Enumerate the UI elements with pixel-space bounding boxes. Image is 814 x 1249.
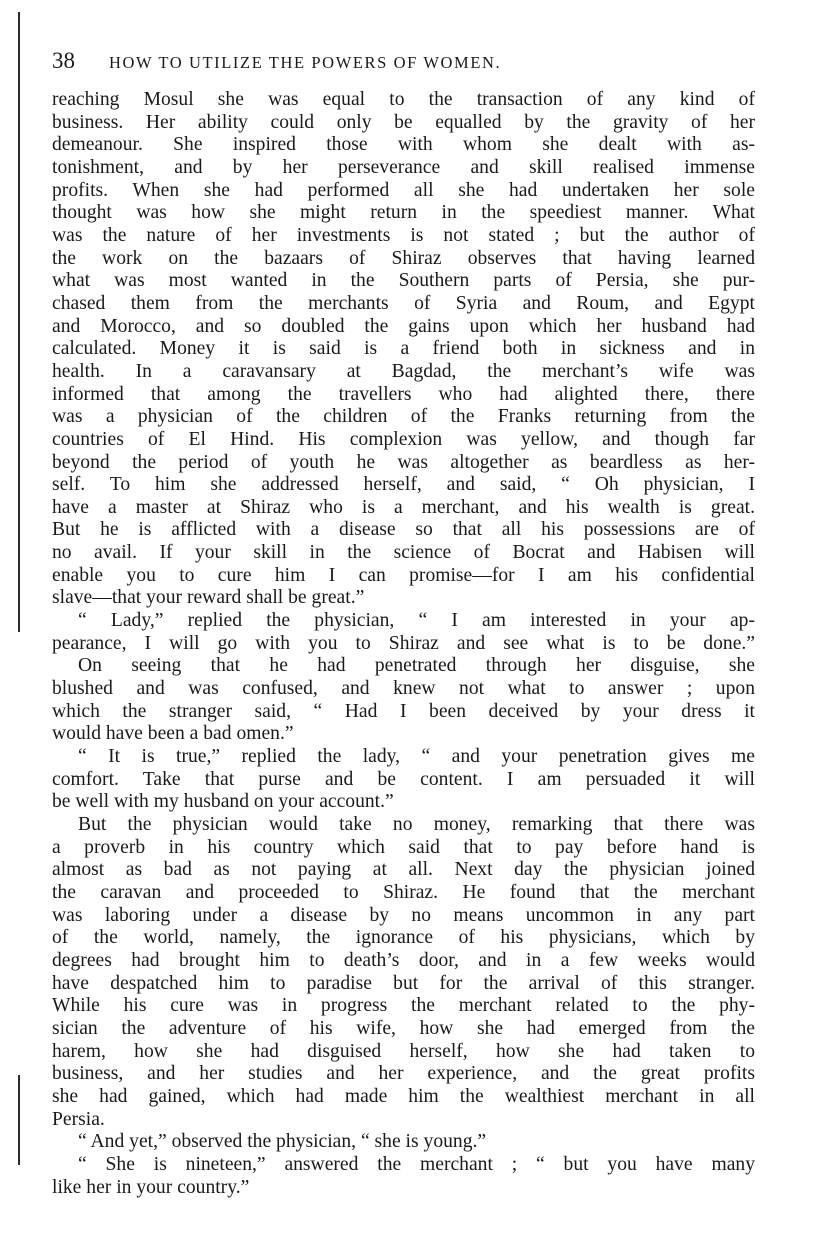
text-line: Persia. (52, 1108, 105, 1130)
text-line: But the physician would take no money, remarking that there was (78, 814, 755, 835)
text-line: blushed and was confused, and knew not what to answer ; upon (52, 678, 755, 700)
text-line: and Morocco, and so doubled the gains upon which her husband had (52, 315, 755, 337)
text-line: was laboring under a disease by no means uncommon in any part (52, 904, 755, 926)
text-line: self. To him she addressed herself, and said, “ Oh physician, I (52, 474, 755, 496)
text-line: would have been a bad omen.” (52, 723, 294, 745)
text-line: reaching Mosul she was equal to the transaction of any kind of (52, 89, 755, 110)
text-line: “ Lady,” replied the physician, “ I am interested in your ap- (78, 610, 755, 632)
text-line: On seeing that he had penetrated through her disguise, she (78, 655, 755, 677)
page-number: 38 (52, 48, 75, 73)
text-line: have a master at Shiraz who is a merchant, and his wealth is great. (52, 496, 755, 518)
text-line: While his cure was in progress the merchant related to the phy- (52, 995, 755, 1017)
text-line: countries of El Hind. His complexion was yellow, and though far (52, 428, 755, 450)
text-line: informed that among the travellers who had alighted there, there (52, 383, 755, 405)
text-line: the caravan and proceeded to Shiraz. He found that the merchant (52, 881, 755, 903)
text-line: business, and her studies and her experience, and the great profits (52, 1063, 755, 1085)
text-line: profits. When she had performed all she had undertaken her sole (52, 179, 755, 201)
text-line: the work on the bazaars of Shiraz observes that having learned (52, 247, 755, 269)
body-text (52, 89, 755, 1199)
text-line: health. In a caravansary at Bagdad, the merchant’s wife was (52, 360, 755, 382)
text-line: “ She is nineteen,” answered the merchant ; “ but you have many (78, 1153, 755, 1175)
text-line: beyond the period of youth he was altogether as beardless as her- (52, 451, 755, 473)
text-line: chased them from the merchants of Syria and Roum, and Egypt (52, 292, 755, 314)
text-line: “ It is true,” replied the lady, “ and your penetration gives me (78, 746, 755, 768)
page-gutter-line-lower (18, 1075, 20, 1165)
text-line: thought was how she might return in the speediest manner. What (52, 202, 755, 224)
text-line: calculated. Money it is said is a friend both in sickness and in (52, 338, 755, 360)
text-line: demeanour. She inspired those with whom she dealt with as- (52, 134, 755, 156)
text-line: be well with my husband on your account.” (52, 791, 394, 813)
running-title: HOW TO UTILIZE THE POWERS OF WOMEN. (109, 53, 502, 72)
text-line: degrees had brought him to death’s door, and in a few weeks would (52, 949, 755, 971)
text-line: pearance, I will go with you to Shiraz and see what is to be done.” (52, 632, 755, 654)
text-line: no avail. If your skill in the science of Bocrat and Habisen will (52, 542, 755, 564)
text-line: harem, how she had disguised herself, how she had taken to (52, 1040, 755, 1062)
text-line: comfort. Take that purse and be content. I am persuaded it will (52, 768, 755, 790)
text-line: tonishment, and by her perseverance and skill realised immense (52, 156, 755, 178)
text-line: what was most wanted in the Southern parts of Persia, she pur- (52, 270, 755, 292)
text-line: business. Her ability could only be equalled by the gravity of her (52, 111, 755, 133)
text-line: enable you to cure him I can promise—for I am his confidential (52, 564, 755, 586)
text-line: which the stranger said, “ Had I been deceived by your dress it (52, 700, 755, 722)
text-line: was a physician of the children of the Franks returning from the (52, 406, 755, 428)
text-line: like her in your country.” (52, 1176, 250, 1198)
text-line: have despatched him to paradise but for the arrival of this stranger. (52, 972, 755, 994)
text-line: she had gained, which had made him the wealthiest merchant in all (52, 1085, 755, 1107)
text-line: “ And yet,” observed the physician, “ she is young.” (78, 1131, 487, 1153)
running-header (52, 48, 757, 76)
text-line: slave—that your reward shall be great.” (52, 587, 365, 609)
text-line: But he is afflicted with a disease so that all his possessions are of (52, 519, 755, 541)
text-line: a proverb in his country which said that to pay before hand is (52, 836, 755, 858)
text-line: was the nature of her investments is not stated ; but the author of (52, 224, 755, 246)
text-line: sician the adventure of his wife, how she had emerged from the (52, 1017, 755, 1039)
text-line: of the world, namely, the ignorance of his physicians, which by (52, 927, 755, 949)
page-gutter-line (18, 12, 20, 632)
text-line: almost as bad as not paying at all. Next day the physician joined (52, 859, 755, 881)
